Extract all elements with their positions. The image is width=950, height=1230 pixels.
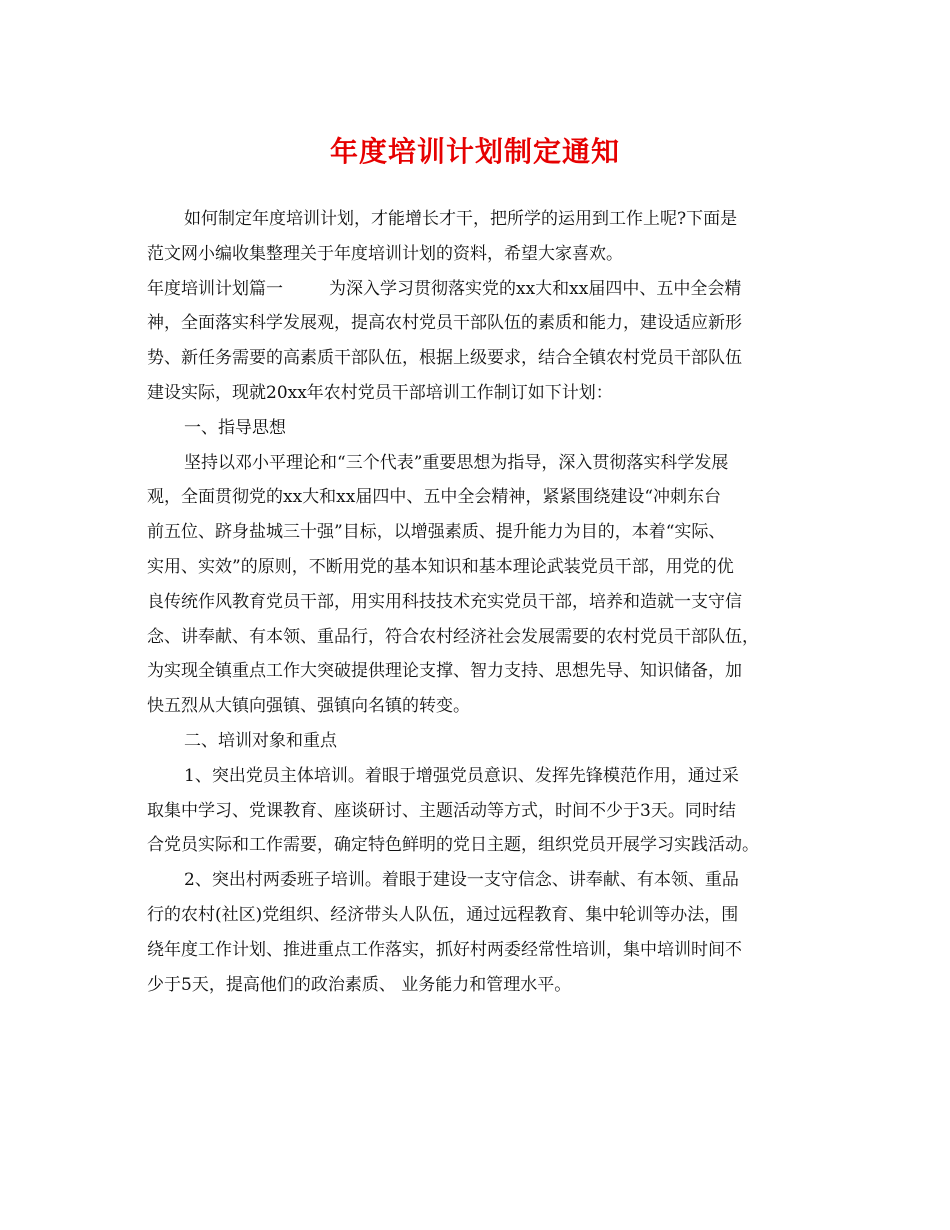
section-heading: 一、指导思想 (184, 417, 286, 438)
paragraph-line: 良传统作风教育党员干部，用实用科技技术充实党员干部，培养和造就一支守信 (147, 591, 742, 612)
paragraph-line: 快五烈从大镇向强镇、强镇向名镇的转变。 (147, 696, 470, 717)
paragraph-line: 行的农村(社区)党组织、经济带头人队伍，通过远程教育、集中轮训等办法，围 (147, 904, 739, 925)
paragraph-line: 坚持以邓小平理论和“三个代表”重要思想为指导，深入贯彻落实科学发展 (184, 452, 729, 473)
paragraph-line: 取集中学习、党课教育、座谈研讨、主题活动等方式，时间不少于3天。同时结 (147, 800, 736, 821)
document-body (147, 202, 807, 1002)
document-title: 年度培训计划制定通知 (329, 135, 620, 168)
paragraph-line: 绕年度工作计划、推进重点工作落实，抓好村两委经常性培训，集中培训时间不 (147, 939, 742, 960)
paragraph-line: 合党员实际和工作需要，确定特色鲜明的党日主题，组织党员开展学习实践活动。 (147, 835, 759, 856)
paragraph-line: 2、突出村两委班子培训。着眼于建设一支守信念、讲奉献、有本领、重品 (184, 870, 739, 891)
paragraph-line: 神，全面落实科学发展观，提高农村党员干部队伍的素质和能力，建设适应新形 (147, 313, 742, 334)
paragraph-line: 建设实际，现就20xx年农村党员干部培训工作制订如下计划： (147, 382, 613, 403)
paragraph-line: 少于5天，提高他们的政治素质、 业务能力和管理水平。 (147, 974, 572, 995)
section-heading: 二、培训对象和重点 (184, 730, 337, 751)
paragraph-text: 为深入学习贯彻落实党的xx大和xx届四中、五中全会精 (329, 278, 742, 299)
paragraph-line: 实用、实效”的原则，不断用党的基本知识和基本理论武装党员干部，用党的优 (147, 556, 734, 577)
paragraph-line: 范文网小编收集整理关于年度培训计划的资料，希望大家喜欢。 (147, 243, 623, 264)
paragraph-line: 念、讲奉献、有本领、重品行，符合农村经济社会发展需要的农村党员干部队伍， (147, 626, 759, 647)
paragraph-line: 前五位、跻身盐城三十强”目标，以增强素质、提升能力为目的，本着“实际、 (147, 522, 726, 543)
paragraph-line: 势、新任务需要的高素质干部队伍，根据上级要求，结合全镇农村党员干部队伍 (147, 348, 742, 369)
paragraph-line: 观，全面贯彻党的xx大和xx届四中、五中全会精神，紧紧围绕建设“冲刺东台 (147, 487, 722, 508)
paragraph-line: 如何制定年度培训计划，才能增长才干，把所学的运用到工作上呢?下面是 (184, 209, 738, 229)
paragraph-line: 1、突出党员主体培训。着眼于增强党员意识、发挥先锋模范作用，通过采 (184, 765, 739, 786)
paragraph-line: 为实现全镇重点工作大突破提供理论支撑、智力支持、思想先导、知识储备，加 (147, 661, 742, 682)
section-label: 年度培训计划篇一 (147, 278, 283, 299)
paragraph-line-with-label (147, 272, 807, 307)
